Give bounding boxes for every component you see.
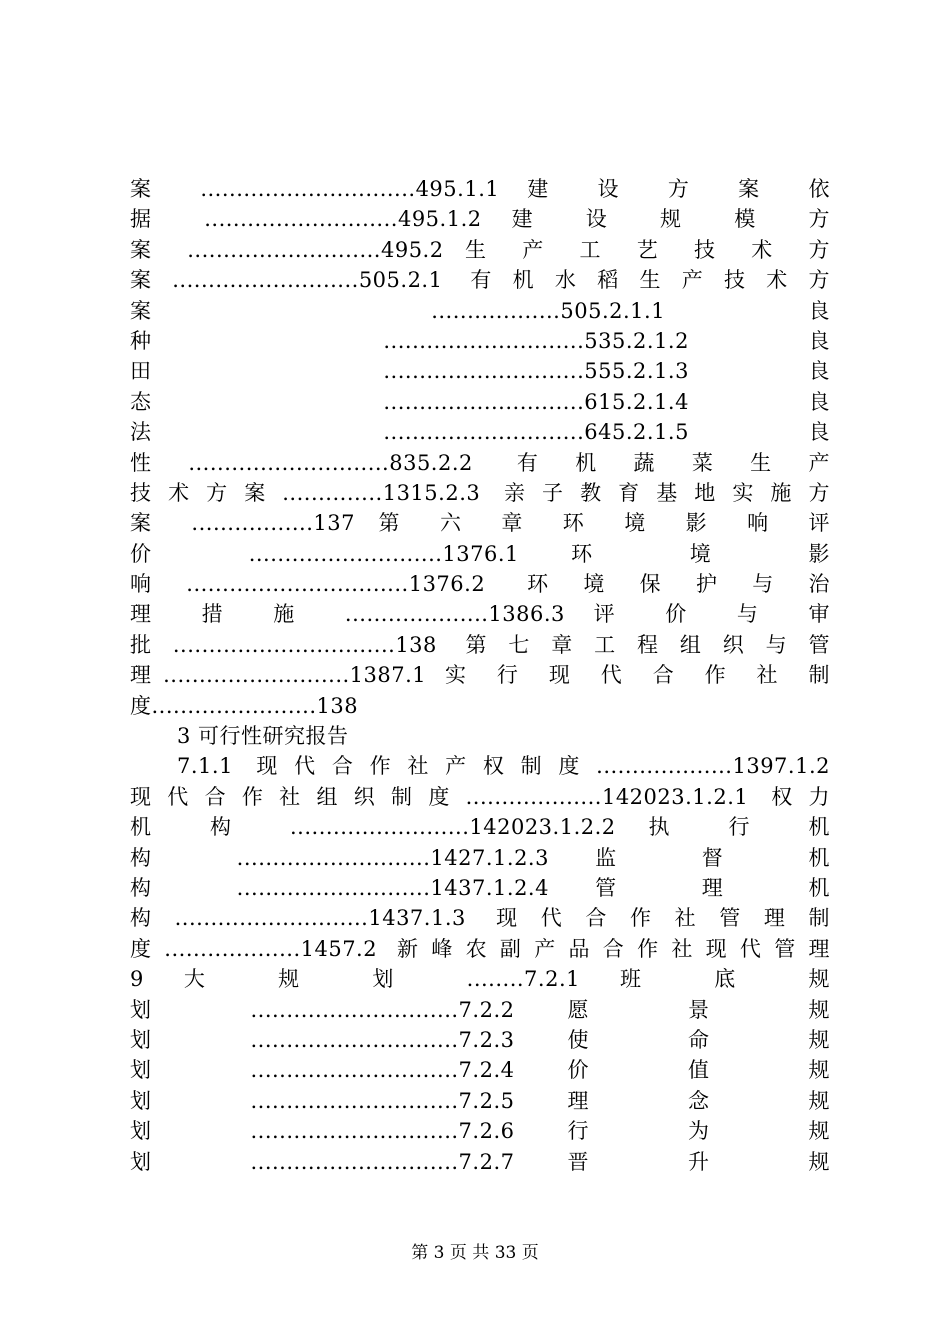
- toc-line: 构 ...........................1427.1.2.3 监 督 机: [130, 845, 830, 870]
- toc-line: 划 .............................7.2.4 价 值 规: [130, 1058, 830, 1083]
- toc-line: 划 .............................7.2.2 愿 景 规: [130, 997, 830, 1022]
- toc-line: 现代合作社组织制度...................142023.1.2.1 权力: [130, 784, 830, 809]
- toc-line: 种 ............................535.2.1.2 良: [130, 328, 830, 353]
- toc-line: 构 ...........................1437.1.2.4 管 理 机: [130, 875, 830, 900]
- toc-line: 案 ..................505.2.1.1 良: [130, 298, 830, 323]
- toc-line: 构...........................1437.1.3 现代合作社管理制: [130, 906, 830, 931]
- table-of-contents: [130, 174, 830, 1177]
- toc-line: 机 构 .........................142023.1.2.2 执 行 机: [130, 815, 830, 840]
- toc-line: 价 ...........................1376.1 环 境 影: [130, 541, 830, 566]
- toc-line: 划 .............................7.2.5 理 念 规: [130, 1088, 830, 1113]
- toc-line: 划 .............................7.2.6 行 为 规: [130, 1119, 830, 1144]
- toc-line: 据 ...........................495.1.2 建 设 规 模 方: [130, 207, 830, 232]
- toc-line: 理..........................1387.1 实 行 现 代 合 作 社 制: [130, 663, 830, 688]
- toc-line: 度.......................138: [130, 693, 359, 718]
- toc-line: 案 ...........................495.2 生 产 工 艺 技 术 方: [130, 237, 830, 262]
- toc-line: 案 ..............................495.1.1 建 设 方 案 依: [130, 177, 830, 201]
- toc-line: 7.1.1 现代合作社产权制度...................1397.1.2: [177, 754, 830, 779]
- toc-line: 田 ............................555.2.1.3 良: [130, 359, 830, 384]
- toc-line: 划 .............................7.2.7 晋 升 规: [130, 1149, 830, 1174]
- toc-line: 技术方案..............1315.2.3 亲子教育基地实施方: [130, 480, 830, 505]
- toc-line: 度...................1457.2 新峰农副产品合作社现代管理: [130, 936, 830, 961]
- toc-line: 9 大 规 划 ........7.2.1 班 底 规: [130, 967, 830, 992]
- toc-line: 法 ............................645.2.1.5 良: [130, 420, 830, 445]
- toc-line: 划 .............................7.2.3 使 命 规: [130, 1027, 830, 1052]
- toc-line: 案..........................505.2.1 有机水稻生产技术方: [130, 268, 830, 293]
- toc-line: 态 ............................615.2.1.4 良: [130, 389, 830, 414]
- section-heading: 3 可行性研究报告: [177, 724, 349, 749]
- toc-line: 响...............................1376.2 环境保护与治: [130, 572, 830, 597]
- toc-line: 案 .................137 第 六 章 环 境 影 响 评: [130, 511, 830, 536]
- toc-line: 理 措 施 ....................1386.3 评 价 与 审: [130, 602, 830, 627]
- toc-line: 性............................835.2.2 有机蔬菜生产: [130, 450, 830, 475]
- page-footer: 第 3 页 共 33 页: [411, 1243, 539, 1263]
- toc-line: 批...............................138 第七章工程组织与管: [130, 632, 830, 657]
